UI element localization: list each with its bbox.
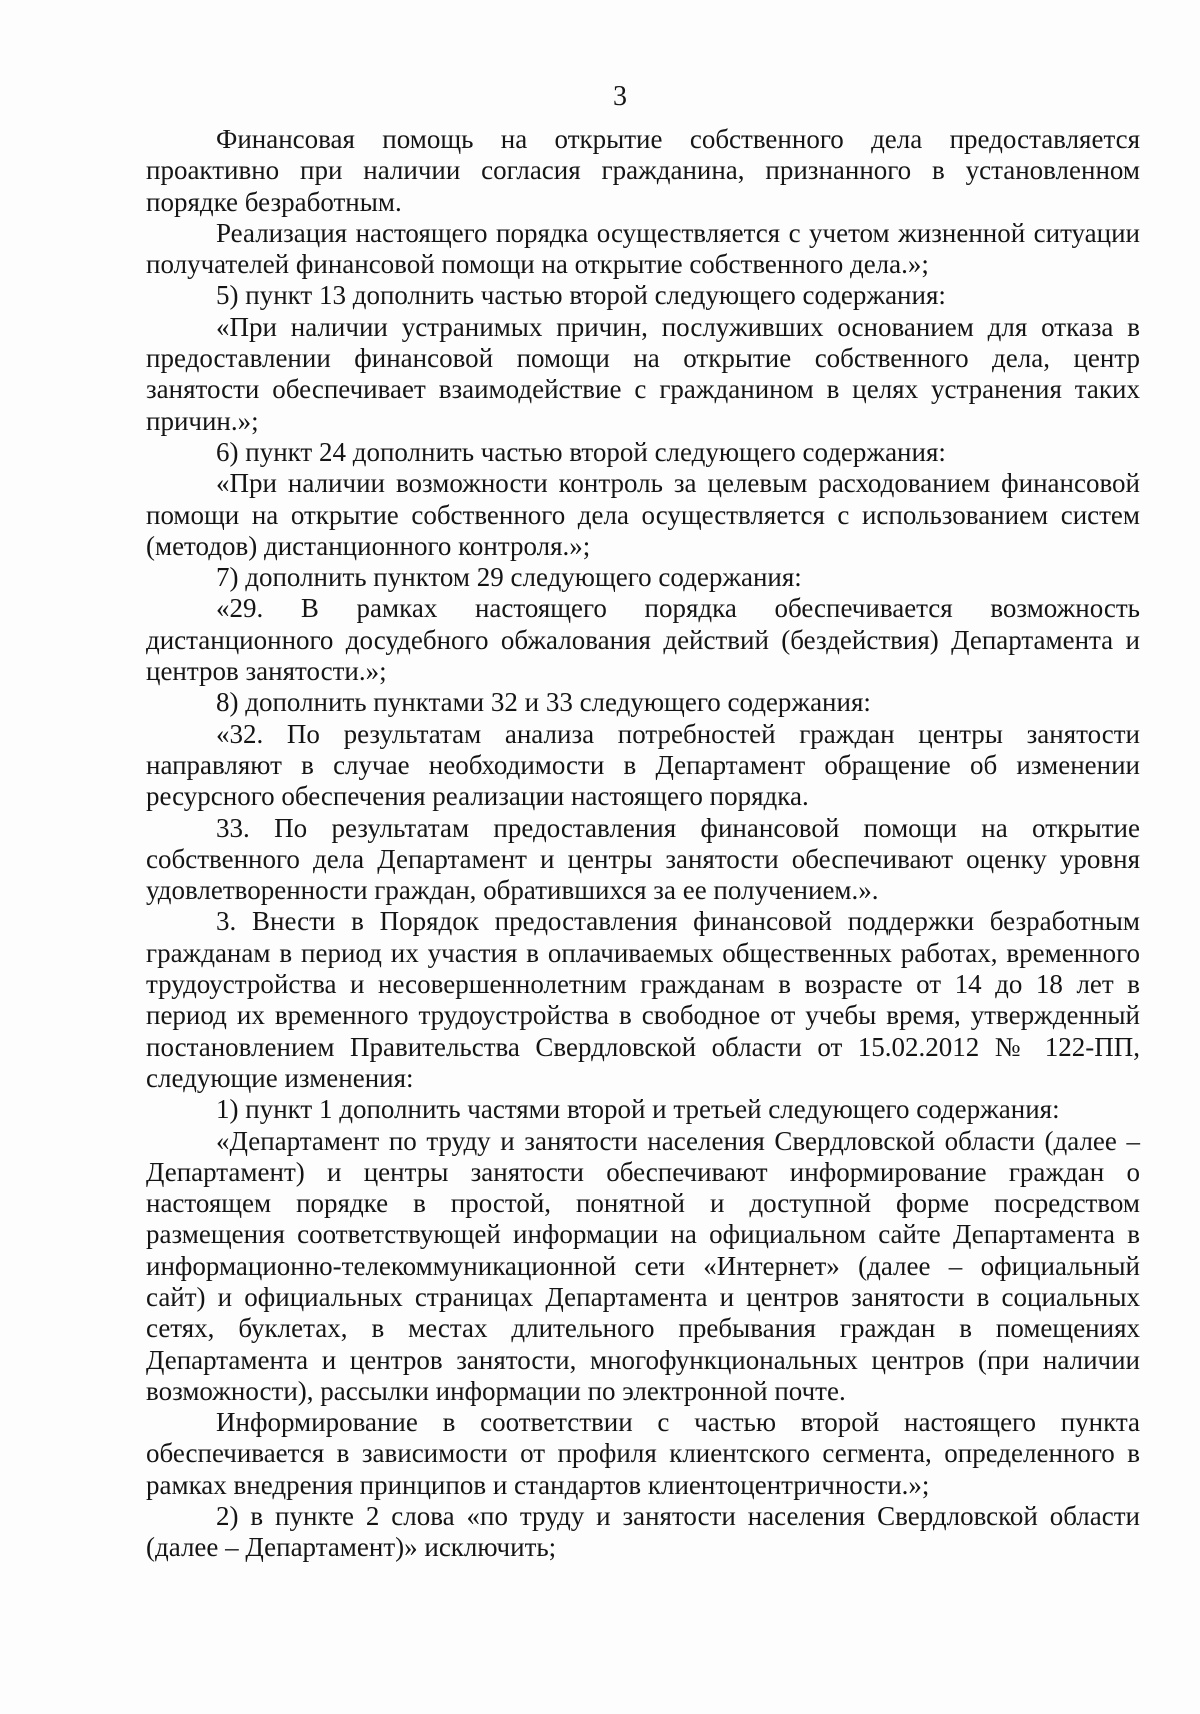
paragraph-item-5-text: «При наличии устранимых причин, послуживших основанием для отказа в предоставлении финансовой помощи на открытие собственного дела, центр занятости обеспечивает взаимодействие с гражданином в целях устранения таких причин.»; (146, 311, 1140, 436)
page-number: 3 (613, 81, 627, 112)
paragraph-item-8: 8) дополнить пунктами 32 и 33 следующего содержания: (216, 687, 871, 718)
document-body (146, 124, 1140, 1564)
paragraph-clause-32: «32. По результатам анализа потребностей граждан центры занятости направляют в случае необходимости в Департамент обращение об изменении ресурсного обеспечения реализации настоящего порядка. (146, 718, 1140, 812)
paragraph-implementation: Реализация настоящего порядка осуществляется с учетом жизненной ситуации получателей финансовой помощи на открытие собственного дела.»; (146, 217, 1140, 280)
paragraph-item-7: 7) дополнить пунктом 29 следующего содержания: (216, 562, 802, 593)
paragraph-section-3: 3. Внести в Порядок предоставления финансовой поддержки безработным гражданам в период их участия в оплачиваемых общественных работах, временного трудоустройства и несовершеннолетним гражданам в возрасте от 14 до 18 лет в период их временного трудоустройства в свободное от учебы время, утвержденный постановлением Правительства Свердловской области от 15.02.2012 № 122-ПП, следующие изменения: (146, 906, 1140, 1093)
paragraph-item-6-text: «При наличии возможности контроль за целевым расходованием финансовой помощи на открытие собственного дела осуществляется с использованием систем (методов) дистанционного контроля.»; (146, 468, 1140, 561)
paragraph-item-5: 5) пункт 13 дополнить частью второй следующего содержания: (216, 280, 946, 311)
paragraph-item-7-text: «29. В рамках настоящего порядка обеспечивается возможность дистанционного досудебного обжалования действий (бездействия) Департамента и центров занятости.»; (146, 593, 1140, 687)
paragraph-financial-help: Финансовая помощь на открытие собственного дела предоставляется проактивно при наличии согласия гражданина, признанного в установленном порядке безработным. (146, 124, 1140, 217)
paragraph-section-3-item-2: 2) в пункте 2 слова «по труду и занятости населения Свердловской области (далее – Департамент)» исключить; (146, 1501, 1140, 1563)
paragraph-section-3-item-1-text: «Департамент по труду и занятости населения Свердловской области (далее – Департамент) и центры занятости обеспечивают информирование граждан о настоящем порядке в простой, понятной и доступной форме посредством размещения соответствующей информации на официальном сайте Департамента в информационно-телекоммуникационной сети «Интернет» (далее – официальный сайт) и официальных страницах Департамента и центров занятости в социальных сетях, буклетах, в местах длительного пребывания граждан в помещениях Департамента и центров занятости, многофункциональных центров (при наличии возможности), рассылки информации по электронной почте. (146, 1125, 1140, 1406)
paragraph-clause-33: 33. По результатам предоставления финансовой помощи на открытие собственного дела Департамент и центры занятости обеспечивают оценку уровня удовлетворенности граждан, обратившихся за ее получением.». (146, 812, 1140, 906)
paragraph-informing: Информирование в соответствии с частью второй настоящего пункта обеспечивается в зависимости от профиля клиентского сегмента, определенного в рамках внедрения принципов и стандартов клиентоцентричности.»; (146, 1407, 1140, 1500)
paragraph-item-6: 6) пункт 24 дополнить частью второй следующего содержания: (216, 436, 946, 467)
paragraph-section-3-item-1: 1) пункт 1 дополнить частями второй и третьей следующего содержания: (216, 1094, 1060, 1125)
